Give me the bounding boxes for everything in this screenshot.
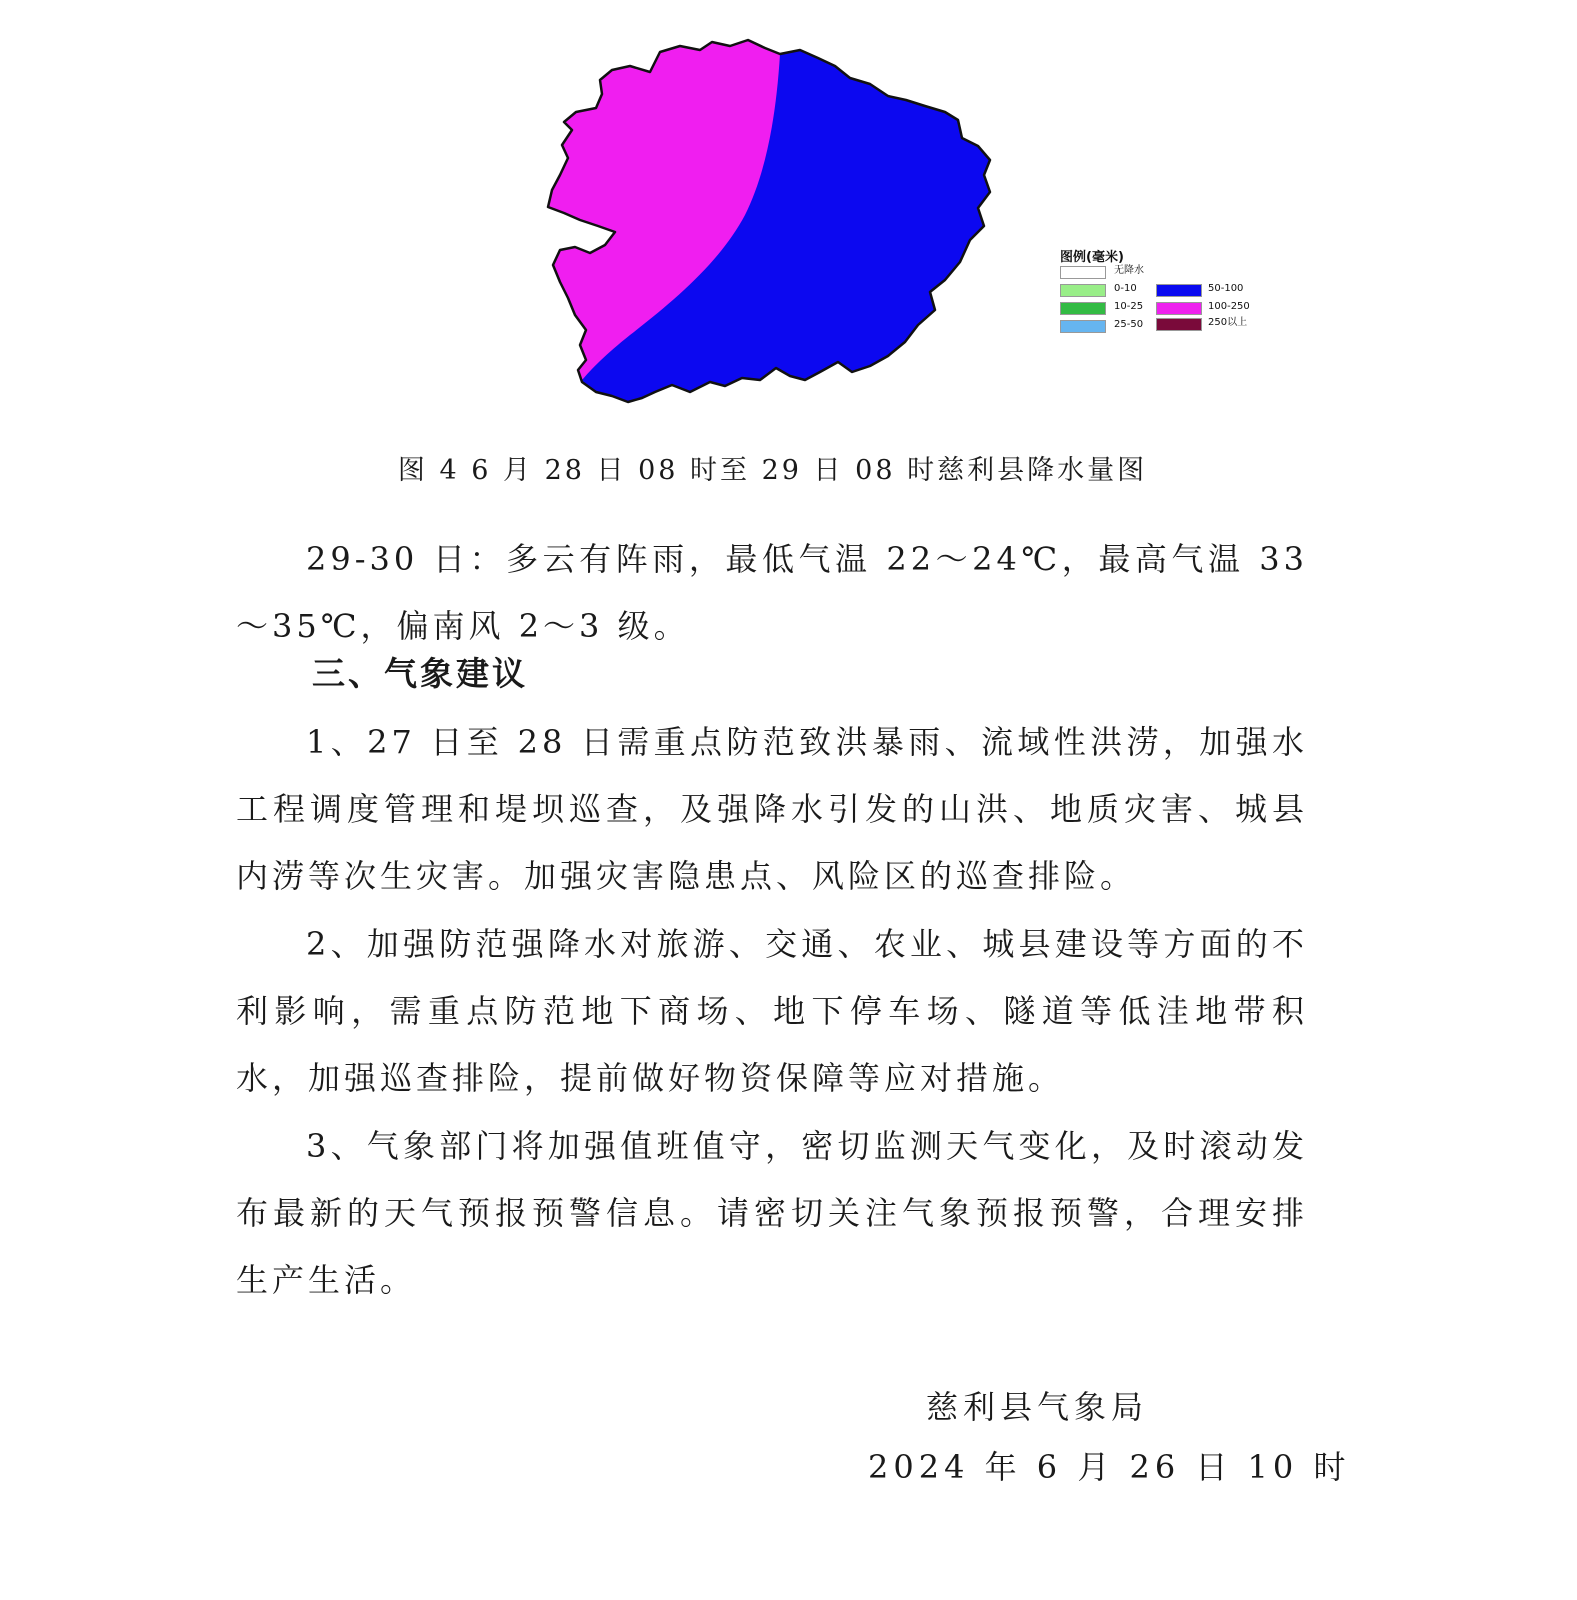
legend-swatch-250-plus xyxy=(1156,318,1202,331)
legend-label-100-250: 100-250 xyxy=(1208,301,1250,312)
legend-label-250-plus: 250以上 xyxy=(1208,317,1248,328)
map-legend xyxy=(1058,246,1276,342)
legend-label-10-25: 10-25 xyxy=(1114,301,1144,312)
legend-swatch-none xyxy=(1060,266,1106,279)
legend-title: 图例(毫米) xyxy=(1060,250,1124,265)
legend-swatch-50-100 xyxy=(1156,284,1202,297)
legend-label-none: 无降水 xyxy=(1114,265,1144,276)
advice-item-2: 2、加强防范强降水对旅游、交通、农业、城县建设等方面的不利影响，需重点防范地下商场、地下停车场、隧道等低洼地带积水，加强巡查排险，提前做好物资保障等应对措施。 xyxy=(236,925,1308,1097)
advice-item-3: 3、气象部门将加强值班值守，密切监测天气变化，及时滚动发布最新的天气预报预警信息。请密切关注气象预报预警，合理安排生产生活。 xyxy=(236,1127,1308,1299)
signature-date: 2024 年 6 月 26 日 10 时 xyxy=(868,1448,1351,1486)
legend-label-50-100: 50-100 xyxy=(1208,283,1244,294)
signature-org: 慈利县气象局 xyxy=(926,1388,1149,1426)
forecast-paragraph: 29-30 日：多云有阵雨，最低气温 22～24℃，最高气温 33～35℃，偏南风 2～3 级。 xyxy=(236,540,1308,645)
legend-swatch-100-250 xyxy=(1156,302,1202,315)
legend-swatch-0-10 xyxy=(1060,284,1106,297)
precipitation-map xyxy=(540,35,1010,415)
legend-swatch-10-25 xyxy=(1060,302,1106,315)
advice-item-1: 1、27 日至 28 日需重点防范致洪暴雨、流域性洪涝，加强水工程调度管理和堤坝巡查，及强降水引发的山洪、地质灾害、城县内涝等次生灾害。加强灾害隐患点、风险区的巡查排险。 xyxy=(236,723,1308,895)
section-heading: 三、气象建议 xyxy=(312,654,528,693)
figure-caption: 图 4 6 月 28 日 08 时至 29 日 08 时慈利县降水量图 xyxy=(397,455,1148,486)
legend-swatch-25-50 xyxy=(1060,320,1106,333)
legend-label-0-10: 0-10 xyxy=(1114,283,1137,294)
legend-label-25-50: 25-50 xyxy=(1114,319,1144,330)
